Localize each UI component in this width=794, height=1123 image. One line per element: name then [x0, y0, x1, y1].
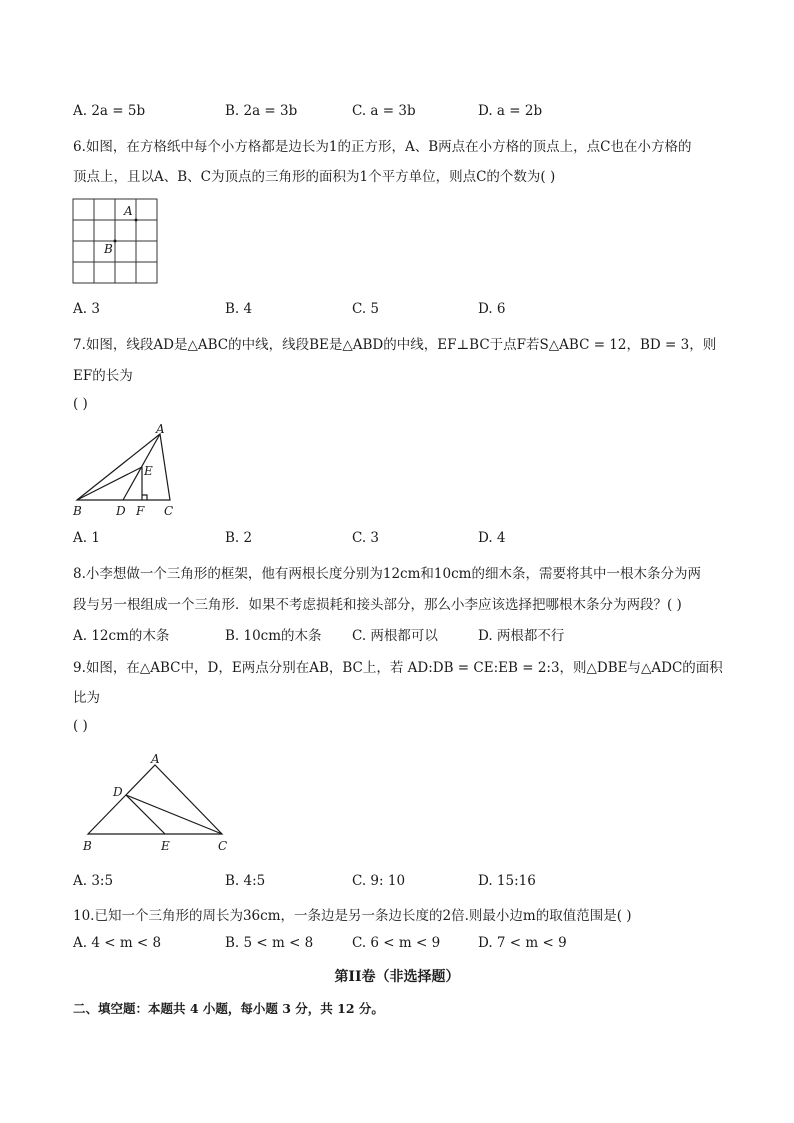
label-d: D: [116, 504, 126, 518]
q8-option-c: C. 两根都可以: [352, 628, 438, 644]
point-b-dot: [114, 240, 117, 243]
q6-text-line2: 顶点上，且以A、B、C为顶点的三角形的面积为1个平方单位，则点C的个数为( ): [73, 169, 556, 185]
q6-text-line1: 6.如图，在方格纸中每个小方格都是边长为1的正方形，A、B两点在小方格的顶点上，点C也在小方格的: [73, 139, 692, 155]
q9-text-line1: 9.如图，在△ABC中，D，E两点分别在AB，BC上，若 AD:DB = CE:EB = 2:3，则△DBE与△ADC的面积: [73, 660, 723, 676]
q10-text-line1: 10.已知一个三角形的周长为36cm，一条边是另一条边长度的2倍.则最小边m的取值范围是( ): [73, 908, 632, 924]
q9-option-b: B. 4:5: [225, 873, 266, 889]
section-title: 第II卷（非选择题）: [334, 969, 460, 985]
q5-option-b: B. 2a = 3b: [225, 103, 298, 119]
q6-option-b: B. 4: [225, 301, 253, 317]
q9-text-line2: 比为: [73, 690, 100, 706]
q7-triangle-figure: [70, 422, 190, 522]
label-c: C: [218, 839, 228, 853]
label-a: A: [151, 752, 160, 766]
q8-text-line1: 8.小李想做一个三角形的框架，他有两根长度分别为12cm和10cm的细木条，需要将其中一根木条分为两: [73, 566, 701, 582]
q9-option-d: D. 15:16: [478, 873, 536, 889]
label-e: E: [144, 464, 153, 478]
fill-blank-heading: 二、填空题：本题共 4 小题，每小题 3 分，共 12 分。: [73, 1001, 384, 1016]
q9-option-c: C. 9: 10: [352, 873, 406, 889]
label-b: B: [83, 839, 92, 853]
q7-option-d: D. 4: [478, 530, 506, 546]
q7-option-a: A. 1: [73, 530, 100, 546]
q7-text-line2: EF的长为: [73, 368, 133, 384]
label-b: B: [73, 504, 82, 518]
q8-option-d: D. 两根都不行: [478, 628, 565, 644]
right-angle-mark: [142, 495, 147, 500]
q10-option-c: C. 6 < m < 9: [352, 935, 441, 951]
q10-option-d: D. 7 < m < 9: [478, 935, 567, 951]
q10-option-a: A. 4 < m < 8: [73, 935, 162, 951]
q5-option-d: D. a = 2b: [478, 103, 543, 119]
triangle-abc: [77, 434, 170, 500]
q9-option-a: A. 3:5: [73, 873, 114, 889]
label-b: B: [104, 242, 113, 256]
q7-option-c: C. 3: [352, 530, 380, 546]
q9-triangle-figure: [75, 748, 240, 858]
segment-dc: [126, 795, 222, 834]
q9-paren: ( ): [73, 718, 88, 734]
q6-option-d: D. 6: [478, 301, 506, 317]
label-a: A: [156, 422, 165, 436]
q6-option-a: A. 3: [73, 301, 100, 317]
segment-de: [126, 795, 165, 834]
label-f: F: [136, 504, 145, 518]
q5-option-a: A. 2a = 5b: [73, 103, 146, 119]
point-a-dot: [135, 219, 138, 222]
label-c: C: [164, 504, 174, 518]
label-d: D: [113, 785, 123, 799]
q7-paren: ( ): [73, 396, 88, 412]
q6-grid-figure: [72, 198, 162, 288]
label-a: A: [124, 204, 133, 218]
q5-option-c: C. a = 3b: [352, 103, 416, 119]
q7-option-b: B. 2: [225, 530, 253, 546]
label-e: E: [161, 839, 170, 853]
q8-text-line2: 段与另一根组成一个三角形．如果不考虑损耗和接头部分，那么小李应该选择把哪根木条分为两段？( ): [73, 597, 682, 613]
q8-option-b: B. 10cm的木条: [225, 628, 322, 644]
q6-option-c: C. 5: [352, 301, 380, 317]
q8-option-a: A. 12cm的木条: [73, 628, 170, 644]
q7-text-line1: 7.如图，线段AD是△ABC的中线，线段BE是△ABD的中线，EF⊥BC于点F若S△ABC = 12，BD = 3，则: [73, 337, 717, 353]
q10-option-b: B. 5 < m < 8: [225, 935, 314, 951]
